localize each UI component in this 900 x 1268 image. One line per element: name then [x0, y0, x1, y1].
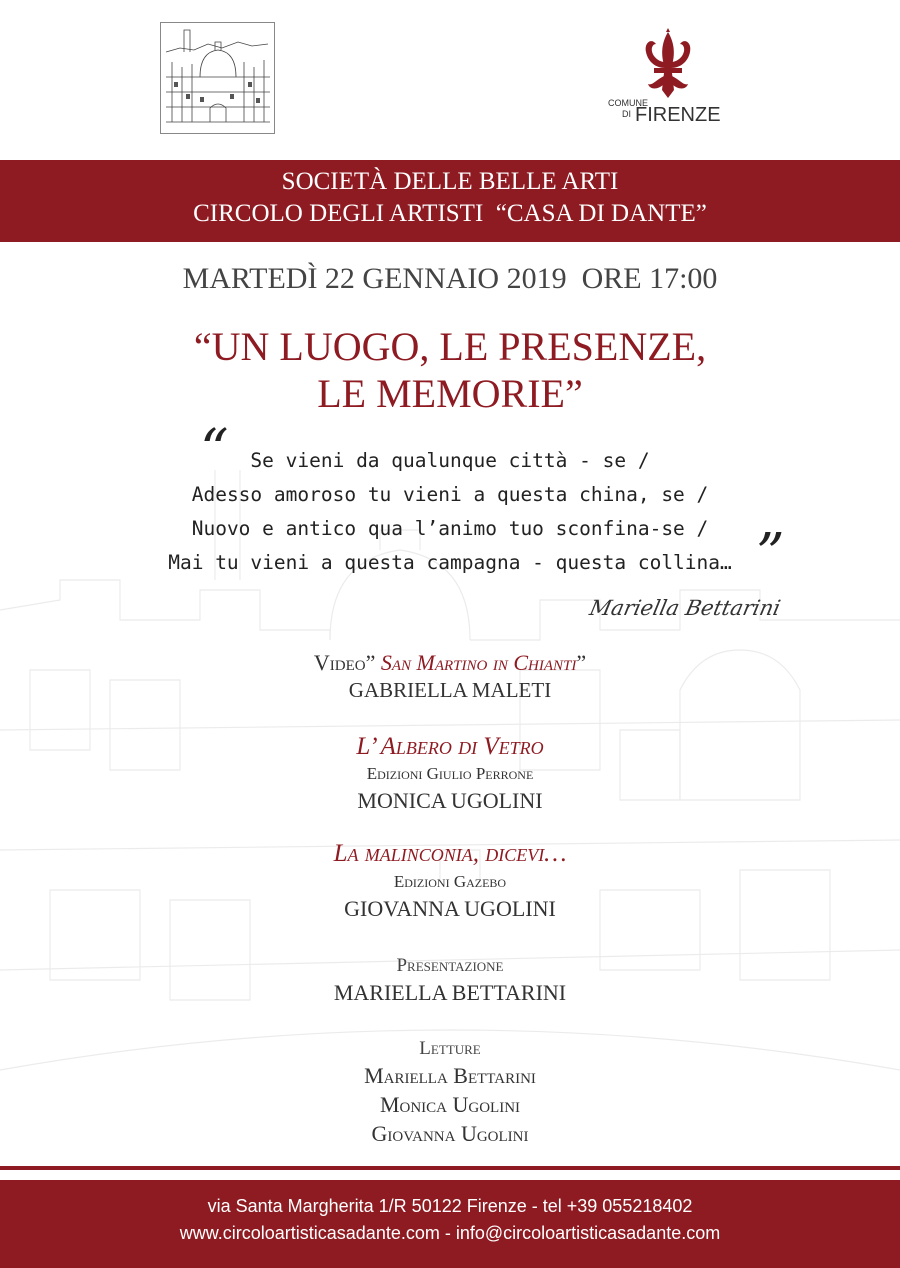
quote-line-3: Nuovo e antico qua l’animo tuo sconfina-se / — [191, 517, 709, 540]
footer-address: via Santa Margherita 1/R 50122 Firenze - tel +39 055218402 — [207, 1196, 693, 1216]
video-author: GABRIELLA MALETI — [348, 678, 552, 702]
footer-divider — [0, 1166, 900, 1170]
signature: Mariella Bettarini — [587, 596, 783, 620]
book1-author: MONICA UGOLINI — [357, 788, 543, 813]
reader-1: Mariella Bettarini — [364, 1063, 536, 1088]
firenze-label: FIRENZE — [635, 104, 721, 126]
florence-city-engraving-icon — [160, 22, 275, 134]
book2-author: GIOVANNA UGOLINI — [344, 896, 556, 921]
event-time: ORE 17:00 — [581, 262, 718, 295]
banner-line-2: CIRCOLO DEGLI ARTISTI “CASA DI DANTE” — [193, 200, 707, 227]
footer-web: www.circoloartisticasadante.com - info@circoloartisticasadante.com — [179, 1223, 721, 1243]
book1-publisher: Edizioni Giulio Perrone — [366, 764, 534, 783]
event-date: MARTEDÌ 22 GENNAIO 2019 — [182, 262, 567, 295]
fleur-de-lis-icon — [638, 28, 698, 100]
event-title-line-1: “UN LUOGO, LE PRESENZE, — [193, 324, 707, 369]
book2-title: La malinconia, dicevi… — [333, 840, 567, 867]
video-prefix: Video” — [313, 650, 376, 675]
footer-band — [0, 1180, 900, 1268]
comune-label: COMUNE — [608, 98, 648, 108]
video-suffix: ” — [576, 650, 587, 675]
city-engraving-logo — [160, 22, 275, 134]
quote-close-mark: ” — [756, 522, 785, 587]
presentation-label: Presentazione — [396, 955, 504, 976]
readings-label: Letture — [419, 1038, 481, 1059]
reader-2: Monica Ugolini — [379, 1092, 521, 1117]
banner-line-1: SOCIETÀ DELLE BELLE ARTI — [281, 168, 619, 195]
video-line — [0, 650, 900, 676]
title-banner — [0, 160, 900, 242]
quote-line-1: Se vieni da qualunque città - se / — [250, 449, 650, 472]
event-date-time — [0, 262, 900, 296]
presentation-name: MARIELLA BETTARINI — [333, 980, 567, 1005]
book2-publisher: Edizioni Gazebo — [393, 872, 507, 891]
reader-3: Giovanna Ugolini — [371, 1121, 529, 1146]
video-title: San Martino in Chianti — [380, 650, 577, 675]
book1-title: L’ Albero di Vetro — [356, 733, 544, 760]
quote-line-4: Mai tu vieni a questa campagna - questa collina… — [168, 551, 732, 574]
quote-open-mark: “ — [200, 418, 229, 483]
comune-firenze-logo — [600, 28, 725, 138]
event-title-line-2: LE MEMORIE” — [317, 371, 583, 416]
quote-line-2: Adesso amoroso tu vieni a questa china, se / — [191, 483, 709, 506]
di-label: DI — [622, 109, 631, 119]
